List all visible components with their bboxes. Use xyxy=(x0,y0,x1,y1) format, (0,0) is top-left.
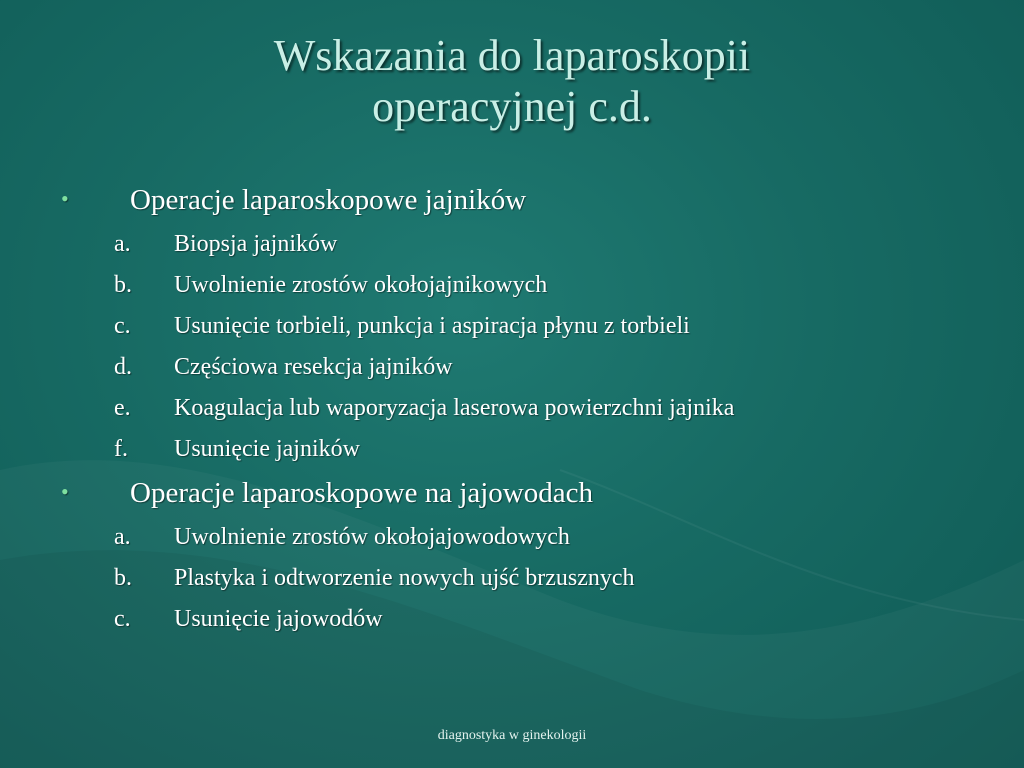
sub-item-marker: c. xyxy=(114,313,131,339)
sub-item-text: Usunięcie torbieli, punkcja i aspiracja płynu z torbieli xyxy=(174,313,690,339)
sub-item-text: Biopsja jajników xyxy=(174,231,338,257)
sub-item-text: Uwolnienie zrostów okołojajnikowych xyxy=(174,272,548,298)
slide-footer: diagnostyka w ginekologii xyxy=(437,728,587,743)
sub-item-marker: b. xyxy=(114,565,132,591)
bullet-text: Operacje laparoskopowe na jajowodach xyxy=(130,477,593,509)
sub-item-marker: d. xyxy=(114,354,132,380)
sub-item-text: Koagulacja lub waporyzacja laserowa powierzchni jajnika xyxy=(174,395,735,421)
bullet-icon: • xyxy=(61,479,69,504)
sub-item-marker: b. xyxy=(114,272,132,298)
sub-item-marker: a. xyxy=(114,231,131,257)
slide-title-line-2: operacyjnej c.d. xyxy=(372,82,652,131)
bullet-icon: • xyxy=(61,186,69,211)
sub-item-text: Plastyka i odtworzenie nowych ujść brzusznych xyxy=(174,565,635,591)
sub-item-text: Usunięcie jajowodów xyxy=(174,606,383,632)
sub-item-marker: e. xyxy=(114,395,131,421)
sub-item-marker: a. xyxy=(114,524,131,550)
sub-item-text: Częściowa resekcja jajników xyxy=(174,354,453,380)
sub-item-marker: c. xyxy=(114,606,131,632)
sub-item-text: Usunięcie jajników xyxy=(174,436,360,462)
sub-item-text: Uwolnienie zrostów okołojajowodowych xyxy=(174,524,570,550)
bullet-text: Operacje laparoskopowe jajników xyxy=(130,184,527,216)
sub-item-marker: f. xyxy=(114,436,128,462)
slide-title-line-1: Wskazania do laparoskopii xyxy=(273,31,751,80)
